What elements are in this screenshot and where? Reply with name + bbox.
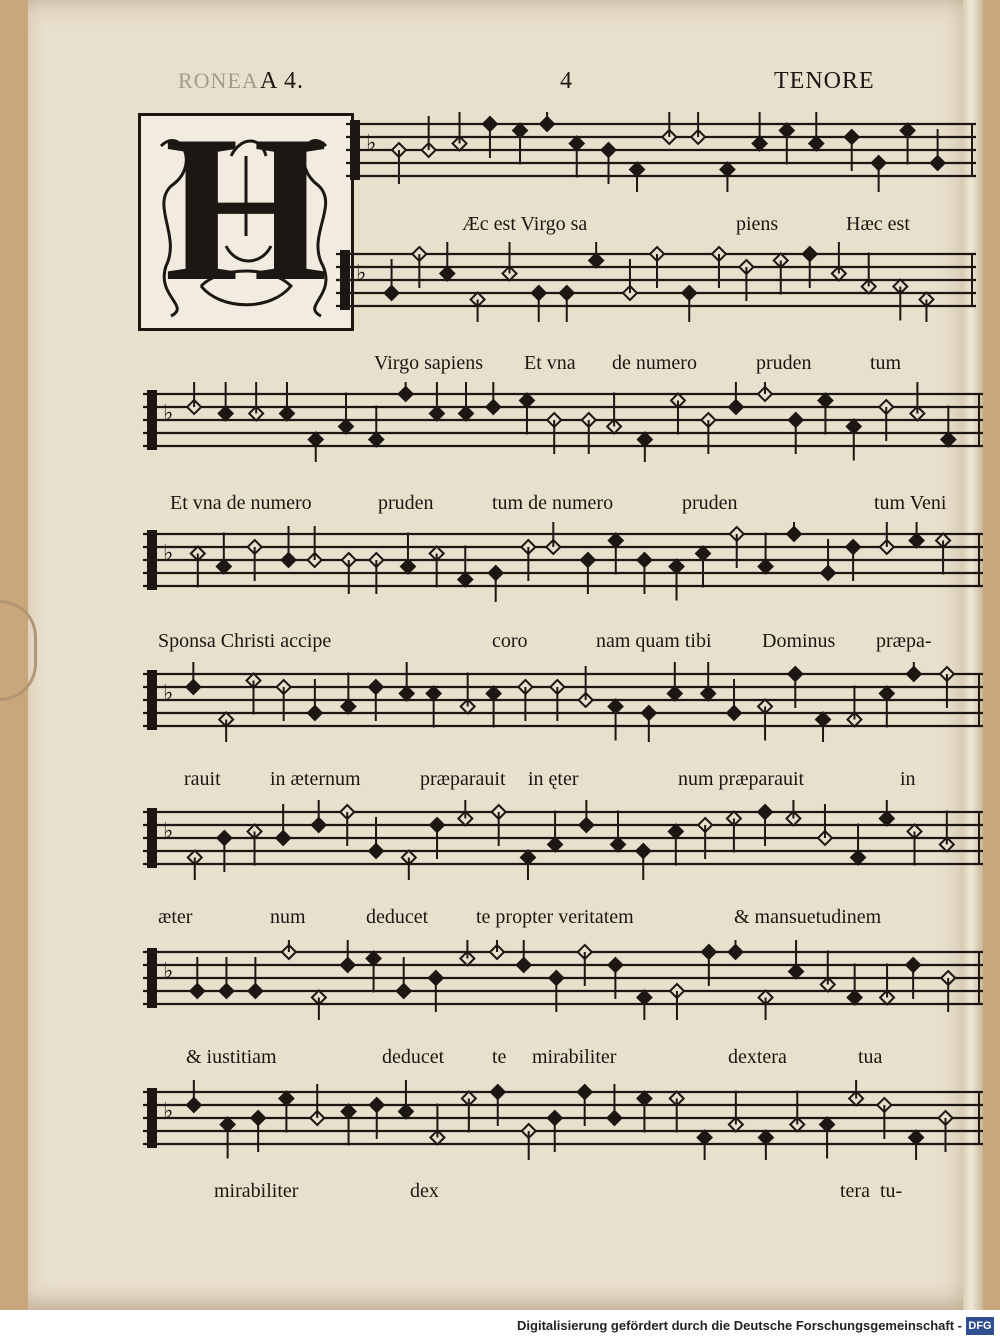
part-number: A 4. xyxy=(260,68,305,94)
staff-4-svg xyxy=(143,522,983,602)
lyric-1-a: Æc est Virgo sa xyxy=(462,213,588,235)
staff-2-svg xyxy=(336,242,976,322)
footer-credit: Digitalisierung gefördert durch die Deutsche Forschungsgemeinschaft - xyxy=(517,1318,962,1333)
c-clef xyxy=(147,390,157,450)
lyric-3-b: pruden xyxy=(378,492,434,514)
lyric-8-b: dex xyxy=(410,1180,439,1202)
lyric-5-f: in xyxy=(900,768,916,790)
lyric-4-e: præpa- xyxy=(876,630,932,652)
c-clef xyxy=(340,250,350,310)
lyric-6-a: æter xyxy=(158,906,193,928)
staff-7-svg xyxy=(143,940,983,1020)
lyric-5-a: rauit xyxy=(184,768,221,790)
staff-3-svg xyxy=(143,382,983,462)
staff-6 xyxy=(143,800,983,880)
lyric-2-a: Virgo sapiens xyxy=(374,352,483,374)
lyric-7-c: te xyxy=(492,1046,507,1068)
lyric-7-e: dextera xyxy=(728,1046,787,1068)
staff-5 xyxy=(143,662,983,742)
initial-letter: H xyxy=(164,93,328,325)
staff-4 xyxy=(143,522,983,602)
staff-8-svg xyxy=(143,1080,983,1160)
lyric-8-c: tera xyxy=(840,1180,870,1202)
staff-6-svg xyxy=(143,800,983,880)
flat-sign: ♭ xyxy=(163,959,174,984)
staff-2 xyxy=(336,242,976,322)
lyric-2-c: de numero xyxy=(612,352,697,374)
lyric-7-b: deducet xyxy=(382,1046,445,1068)
lyric-1-b: piens xyxy=(736,213,779,235)
lyric-2-e: tum xyxy=(870,352,902,374)
c-clef xyxy=(147,808,157,868)
lyric-3-c: tum de numero xyxy=(492,492,614,514)
music-page xyxy=(28,0,983,1310)
lyric-6-c: deducet xyxy=(366,906,429,928)
lyric-4-d: Dominus xyxy=(762,630,836,652)
flat-sign: ♭ xyxy=(356,261,367,286)
lyric-6-b: num xyxy=(270,906,306,928)
flat-sign: ♭ xyxy=(163,541,174,566)
lyric-4-a: Sponsa Christi accipe xyxy=(158,630,332,652)
flat-sign: ♭ xyxy=(163,1099,174,1124)
lyric-6-d: te propter veritatem xyxy=(476,906,634,928)
staff-3 xyxy=(143,382,983,462)
flat-sign: ♭ xyxy=(163,819,174,844)
lyric-5-c: præparauit xyxy=(420,768,506,790)
staff-1 xyxy=(346,112,976,192)
c-clef xyxy=(147,1088,157,1148)
lyric-3-a: Et vna de numero xyxy=(170,492,312,514)
lyric-8-d: tu- xyxy=(880,1180,903,1202)
lyric-2-b: Et vna xyxy=(524,352,576,374)
lyric-5-d: in ęter xyxy=(528,768,579,790)
flat-sign: ♭ xyxy=(163,681,174,706)
lyric-1-c: Hæc est xyxy=(846,213,910,235)
staff-7 xyxy=(143,940,983,1020)
mirrored-header-bleed: RONEA xyxy=(178,68,259,93)
decorated-initial xyxy=(138,93,354,331)
staff-1-svg xyxy=(346,112,976,192)
staff-8 xyxy=(143,1080,983,1160)
lyric-3-e: tum Veni xyxy=(874,492,947,514)
lyric-7-a: & iustitiam xyxy=(186,1046,277,1068)
lyric-7-f: tua xyxy=(858,1046,883,1068)
lyric-7-d: mirabiliter xyxy=(532,1046,617,1068)
lyric-4-b: coro xyxy=(492,630,528,652)
lyric-2-d: pruden xyxy=(756,352,812,374)
flat-sign: ♭ xyxy=(366,131,377,156)
lyric-6-e: & mansuetudinem xyxy=(734,906,882,928)
dfg-logo: DFG xyxy=(966,1317,994,1335)
digitization-footer xyxy=(0,1310,1000,1342)
staff-5-svg xyxy=(143,662,983,742)
part-title: TENORE xyxy=(774,68,875,94)
flat-sign: ♭ xyxy=(163,401,174,426)
lyric-5-b: in æternum xyxy=(270,768,361,790)
lyric-3-d: pruden xyxy=(682,492,738,514)
c-clef xyxy=(147,670,157,730)
c-clef xyxy=(350,120,360,180)
c-clef xyxy=(147,530,157,590)
lyric-5-e: num præparauit xyxy=(678,768,805,790)
c-clef xyxy=(147,948,157,1008)
lyric-8-a: mirabiliter xyxy=(214,1180,299,1202)
page-number: 4 xyxy=(560,68,573,94)
lyric-4-c: nam quam tibi xyxy=(596,630,712,652)
